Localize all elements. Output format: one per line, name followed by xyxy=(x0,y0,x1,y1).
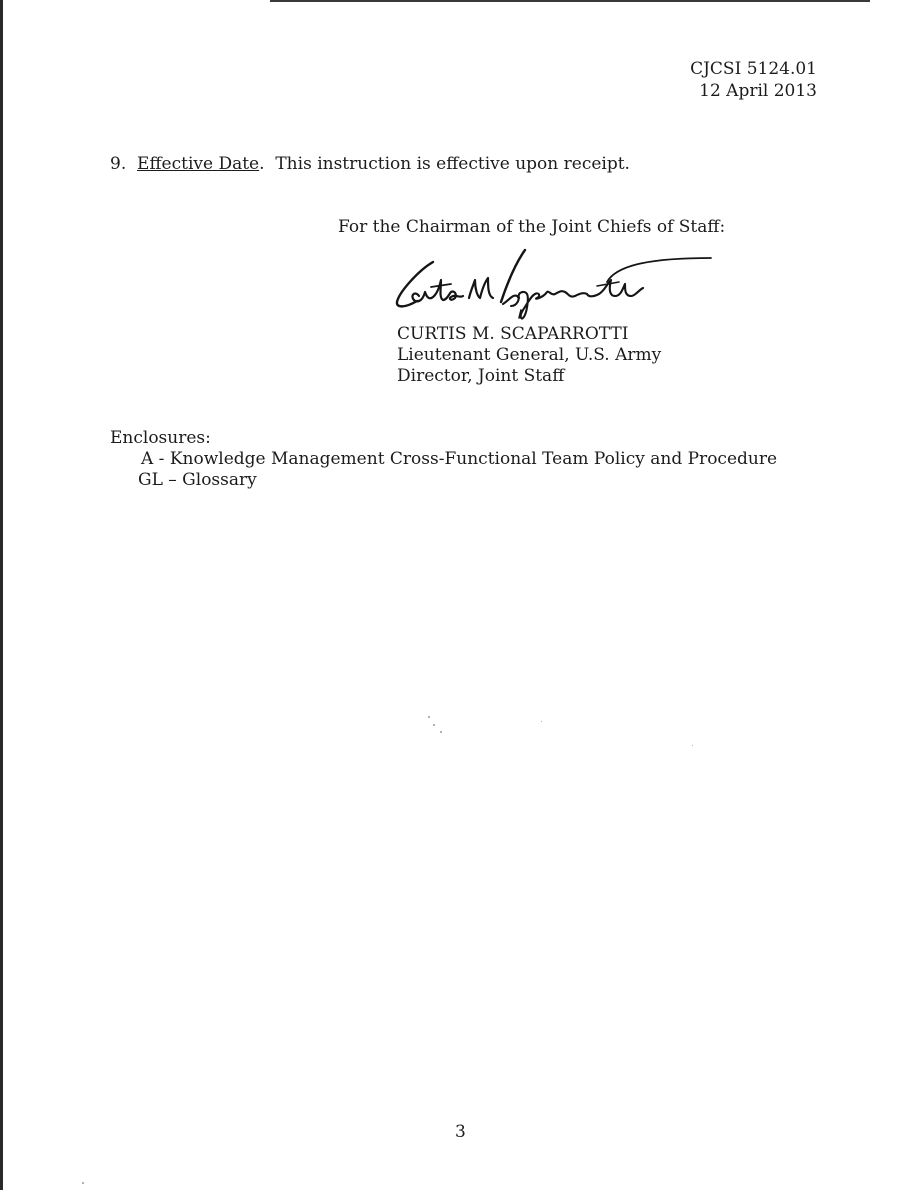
handwritten-signature xyxy=(393,240,723,320)
scan-speck xyxy=(433,724,435,726)
paragraph-text: This instruction is effective upon receipt. xyxy=(275,154,630,174)
document-identifier xyxy=(690,61,817,105)
enclosures-heading: Enclosures: xyxy=(110,428,211,448)
scan-speck xyxy=(428,716,430,718)
scan-edge-left xyxy=(0,0,3,1190)
signer-name: CURTIS M. SCAPARROTTI xyxy=(397,324,629,344)
paragraph-heading-punct: . xyxy=(259,154,265,174)
page-number: 3 xyxy=(455,1122,466,1142)
scan-edge-top xyxy=(270,0,870,2)
signature-block xyxy=(397,326,661,389)
enclosure-item: GL – Glossary xyxy=(138,470,257,490)
signature-intro: For the Chairman of the Joint Chiefs of Staff: xyxy=(338,217,726,237)
paragraph-number: 9. xyxy=(110,154,127,174)
doc-date: 12 April 2013 xyxy=(699,81,817,101)
signer-title: Director, Joint Staff xyxy=(397,366,565,386)
scan-speck xyxy=(440,731,442,733)
scan-speck xyxy=(82,1182,84,1184)
enclosure-item: A - Knowledge Management Cross-Functional Team Policy and Procedure xyxy=(141,449,778,469)
scan-speck xyxy=(692,745,693,746)
enclosures-section xyxy=(110,430,777,493)
doc-number: CJCSI 5124.01 xyxy=(690,59,817,79)
signer-rank: Lieutenant General, U.S. Army xyxy=(397,345,662,365)
scan-speck xyxy=(541,721,542,722)
effective-date-paragraph xyxy=(110,156,630,173)
paragraph-heading: Effective Date xyxy=(137,154,260,174)
